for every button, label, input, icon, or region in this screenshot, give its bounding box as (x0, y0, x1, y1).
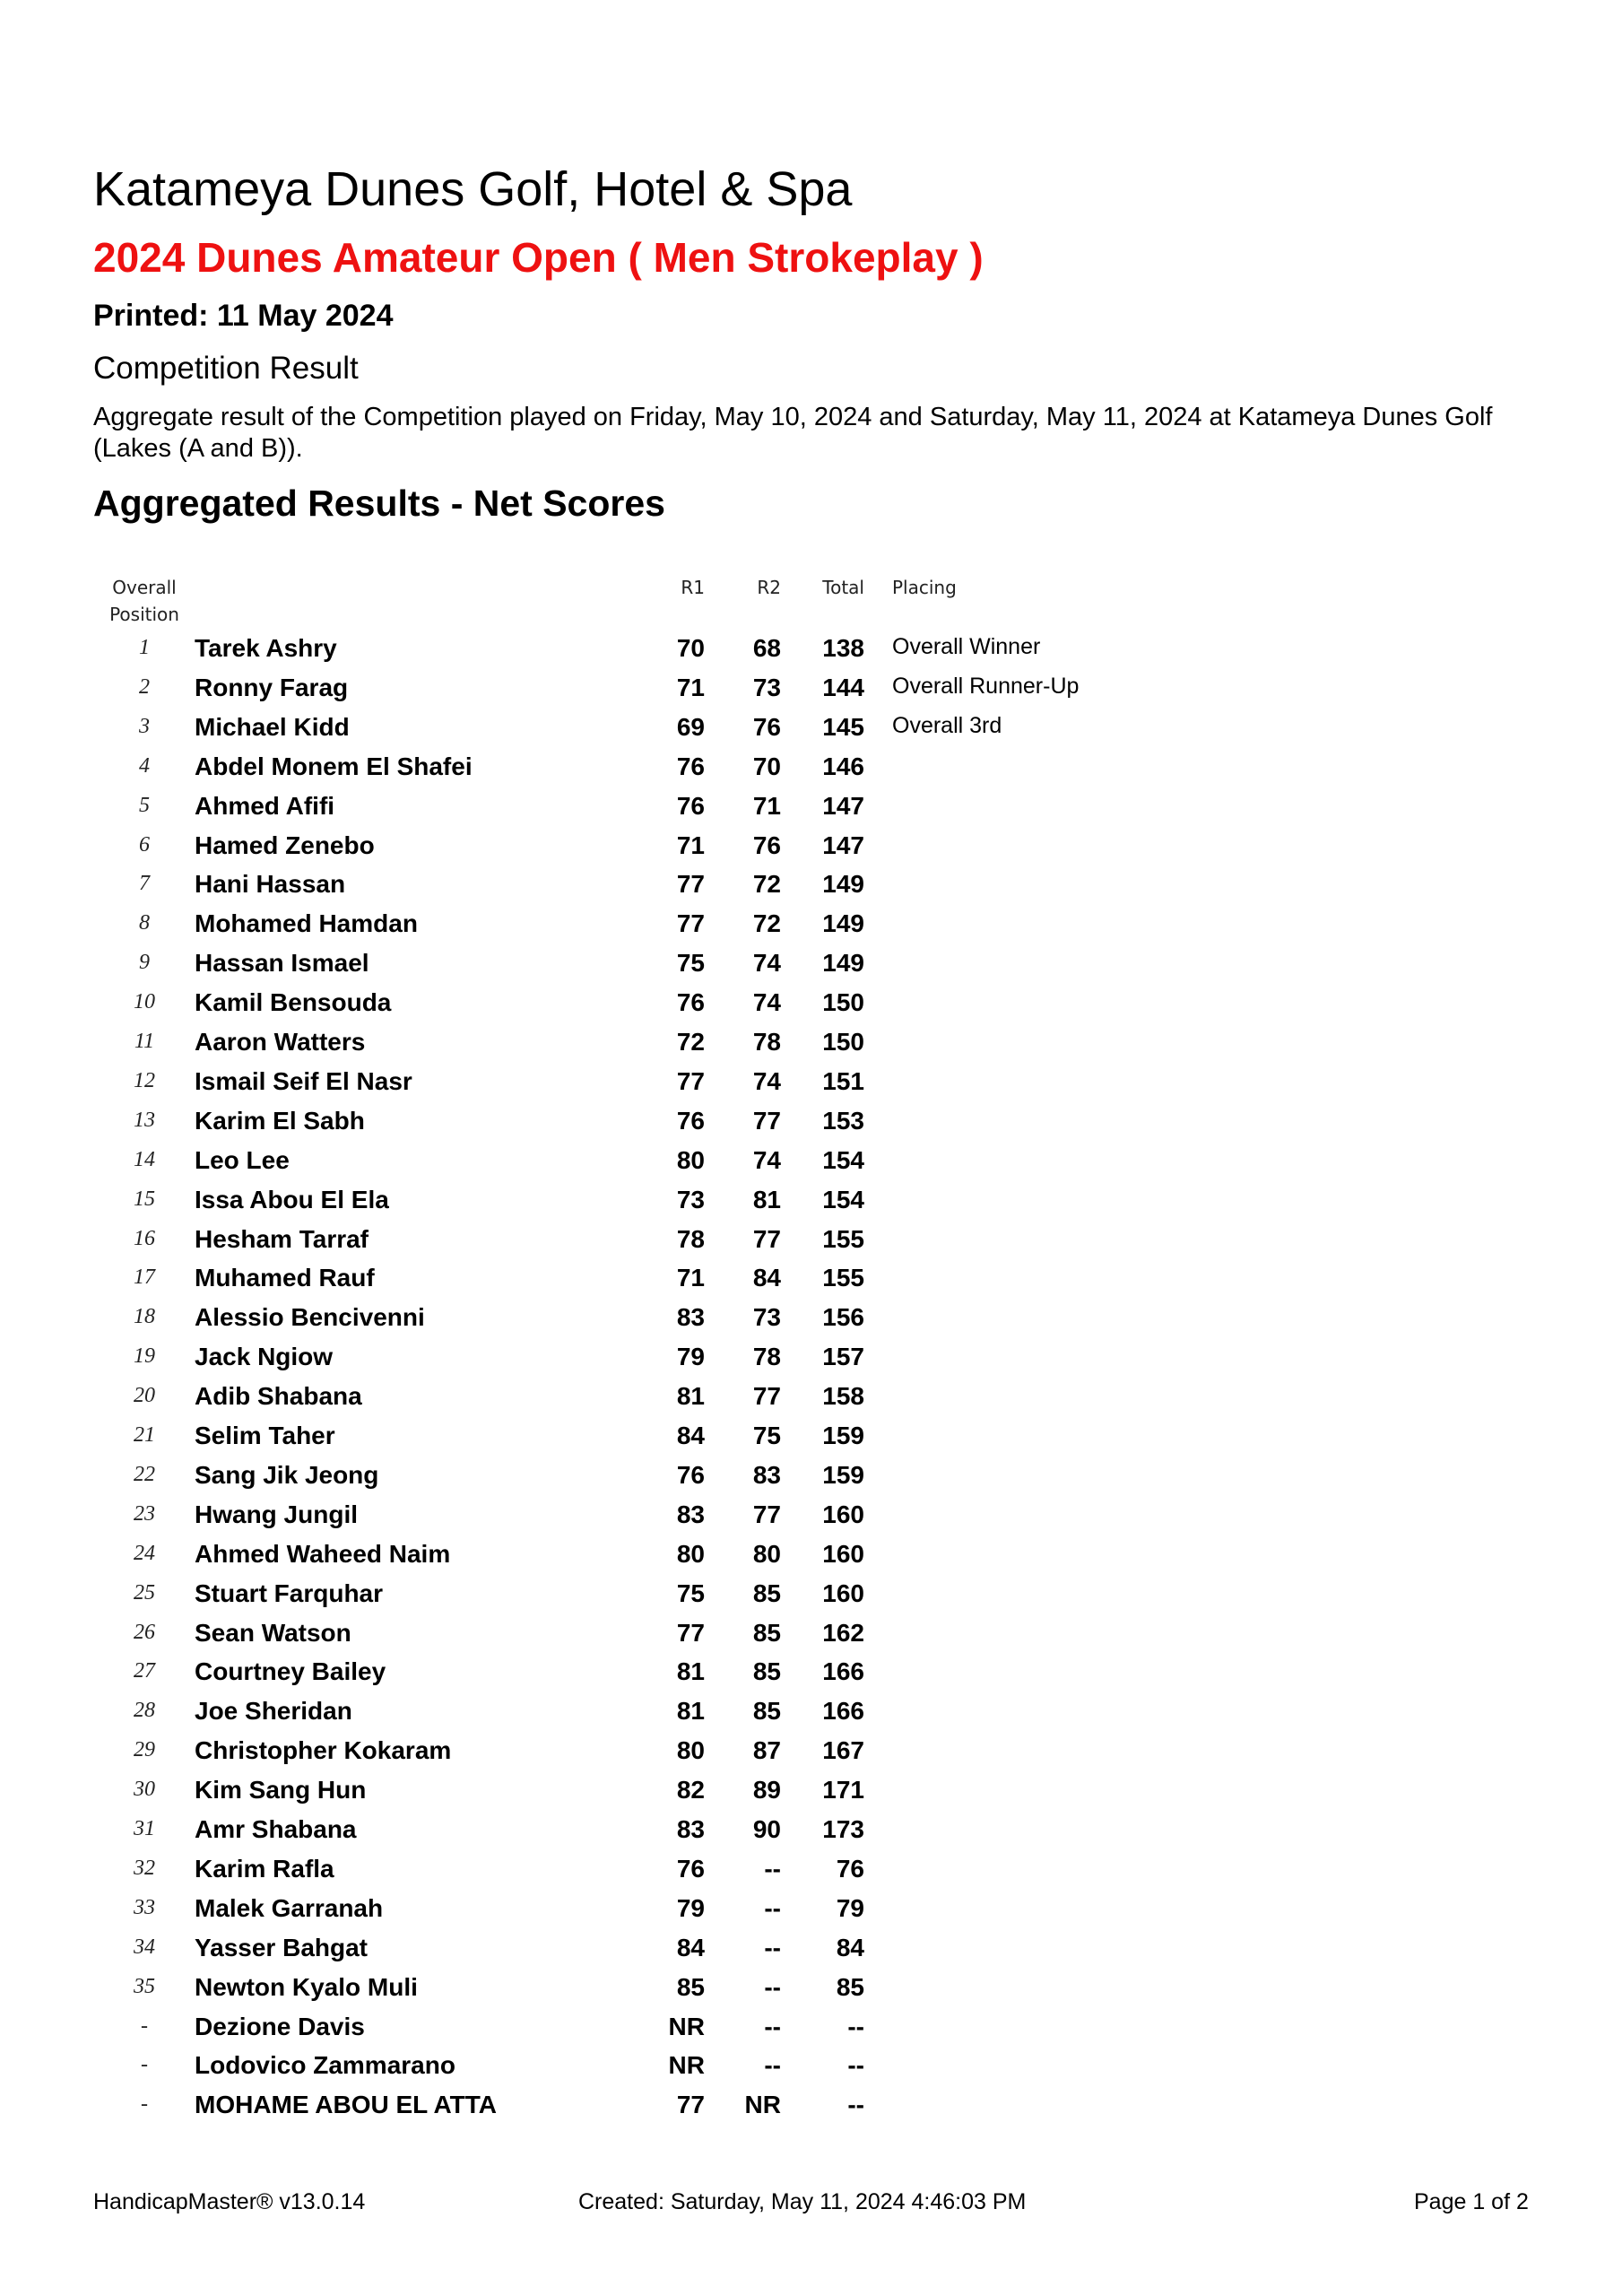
table-row (0, 1420, 1622, 1459)
r1-score-cell: 78 (676, 1224, 705, 1253)
position-cell: 17 (134, 1265, 155, 1290)
r2-score-cell: 77 (752, 1224, 781, 1253)
player-name-cell: Muhamed Rauf (195, 1264, 375, 1292)
r2-score-cell: 77 (752, 1500, 781, 1528)
position-cell: 15 (134, 1187, 155, 1211)
r2-score-cell: 76 (752, 712, 781, 741)
r1-score-cell: 79 (676, 1343, 705, 1371)
player-name-cell: Adib Shabana (195, 1382, 362, 1411)
table-row (0, 1853, 1622, 1892)
total-score-cell: 153 (822, 1106, 864, 1135)
table-row (0, 2089, 1622, 2128)
position-cell: 35 (134, 1974, 155, 1998)
r2-score-cell: NR (744, 2091, 781, 2119)
position-cell: 1 (139, 636, 150, 659)
position-cell: 20 (134, 1384, 155, 1408)
table-row (0, 751, 1622, 790)
total-score-cell: 166 (822, 1657, 864, 1686)
position-cell: 21 (134, 1423, 155, 1447)
r2-score-cell: 83 (752, 1460, 781, 1489)
player-name-cell: Kim Sang Hun (195, 1776, 367, 1805)
table-row (0, 1813, 1622, 1853)
r1-score-cell: 80 (676, 1736, 705, 1765)
r1-score-cell: 77 (676, 909, 705, 938)
total-score-cell: 149 (822, 909, 864, 938)
player-name-cell: Ronny Farag (195, 673, 349, 701)
table-row (0, 790, 1622, 830)
total-score-cell: 162 (822, 1618, 864, 1647)
position-cell: 13 (134, 1108, 155, 1132)
r1-score-cell: 84 (676, 1422, 705, 1449)
r2-score-cell: 81 (752, 1185, 781, 1213)
position-cell: 32 (134, 1856, 155, 1880)
r2-score-cell: 74 (752, 1066, 781, 1095)
table-row (0, 672, 1622, 711)
placing-cell: Overall Winner (892, 634, 1041, 659)
r1-score-cell: 80 (676, 1145, 705, 1174)
r1-score-cell: 81 (676, 1697, 705, 1726)
total-score-cell: 85 (836, 1972, 864, 2001)
r2-score-cell: -- (764, 1854, 781, 1883)
player-name-cell: Jack Ngiow (195, 1343, 334, 1371)
section-title: Aggregated Results - Net Scores (93, 483, 665, 524)
player-name-cell: Courtney Bailey (195, 1657, 386, 1686)
total-score-cell: 149 (822, 949, 864, 978)
r1-score-cell: 77 (676, 1066, 705, 1095)
position-cell: 7 (139, 872, 150, 896)
r1-score-cell: 81 (676, 1382, 705, 1411)
total-score-cell: 147 (822, 791, 864, 820)
player-name-cell: Kamil Bensouda (195, 988, 392, 1017)
total-score-cell: 160 (822, 1539, 864, 1568)
total-score-cell: 147 (822, 831, 864, 859)
r1-score-cell: 85 (676, 1972, 705, 2001)
table-row (0, 868, 1622, 908)
player-name-cell: Hani Hassan (195, 870, 346, 899)
r1-score-cell: 82 (676, 1776, 705, 1805)
r2-score-cell: 68 (752, 634, 781, 662)
total-score-cell: -- (847, 2012, 864, 2040)
total-score-cell: 154 (822, 1145, 864, 1174)
total-score-cell: 159 (822, 1422, 864, 1449)
footer-page-number: Page 1 of 2 (1414, 2189, 1529, 2214)
player-name-cell: Karim El Sabh (195, 1106, 365, 1135)
r2-score-cell: 85 (752, 1618, 781, 1647)
position-cell: 29 (134, 1738, 155, 1762)
player-name-cell: Hamed Zenebo (195, 831, 375, 859)
printed-date: Printed: 11 May 2024 (93, 299, 394, 333)
r1-score-cell: 81 (676, 1657, 705, 1686)
position-cell: 33 (134, 1895, 155, 1919)
player-name-cell: Aaron Watters (195, 1028, 366, 1056)
table-row (0, 1184, 1622, 1223)
table-row (0, 2011, 1622, 2050)
table-row (0, 1499, 1622, 1538)
total-score-cell: 84 (836, 1933, 864, 1961)
position-cell: 24 (134, 1541, 155, 1565)
table-row (0, 1105, 1622, 1144)
r2-score-cell: -- (764, 1933, 781, 1961)
r2-score-cell: 71 (752, 791, 781, 820)
player-name-cell: Mohamed Hamdan (195, 909, 418, 938)
column-header-placing: Placing (892, 577, 957, 598)
r1-score-cell: 69 (676, 712, 705, 741)
r1-score-cell: 72 (676, 1028, 705, 1056)
r2-score-cell: 73 (752, 1303, 781, 1332)
position-cell: 30 (134, 1778, 155, 1802)
r2-score-cell: 72 (752, 870, 781, 899)
r1-score-cell: 71 (676, 831, 705, 859)
r1-score-cell: 76 (676, 1854, 705, 1883)
position-cell: 8 (139, 911, 150, 935)
position-cell: 18 (134, 1305, 155, 1329)
position-cell: 14 (134, 1147, 155, 1171)
player-name-cell: Yasser Bahgat (195, 1933, 368, 1961)
position-cell: 4 (139, 753, 150, 778)
position-cell: - (141, 2013, 148, 2038)
player-name-cell: Abdel Monem El Shafei (195, 752, 473, 780)
position-cell: 19 (134, 1344, 155, 1369)
r1-score-cell: 76 (676, 1106, 705, 1135)
table-row (0, 947, 1622, 987)
r2-score-cell: 85 (752, 1657, 781, 1686)
footer-created-date: Created: Saturday, May 11, 2024 4:46:03 PM (578, 2189, 1027, 2214)
r1-score-cell: 77 (676, 2091, 705, 2119)
position-cell: 34 (134, 1935, 155, 1959)
player-name-cell: Ahmed Afifi (195, 791, 335, 820)
r2-score-cell: 90 (752, 1815, 781, 1843)
r1-score-cell: 83 (676, 1303, 705, 1332)
r2-score-cell: 74 (752, 949, 781, 978)
total-score-cell: 167 (822, 1736, 864, 1765)
total-score-cell: 155 (822, 1264, 864, 1292)
player-name-cell: Stuart Farquhar (195, 1578, 384, 1607)
total-score-cell: 150 (822, 1028, 864, 1056)
player-name-cell: Hassan Ismael (195, 949, 369, 978)
footer-app-version: HandicapMaster® v13.0.14 (93, 2189, 366, 2214)
table-row (0, 1262, 1622, 1301)
position-cell: 9 (139, 951, 150, 975)
r1-score-cell: 76 (676, 752, 705, 780)
position-cell: 28 (134, 1699, 155, 1723)
r1-score-cell: 83 (676, 1815, 705, 1843)
player-name-cell: Hesham Tarraf (195, 1224, 369, 1253)
r2-score-cell: 77 (752, 1382, 781, 1411)
player-name-cell: Amr Shabana (195, 1815, 357, 1843)
player-name-cell: Ahmed Waheed Naim (195, 1539, 451, 1568)
position-cell: 6 (139, 832, 150, 857)
total-score-cell: 166 (822, 1697, 864, 1726)
r1-score-cell: 79 (676, 1893, 705, 1922)
player-name-cell: Sang Jik Jeong (195, 1460, 379, 1489)
r2-score-cell: 84 (752, 1264, 781, 1292)
r1-score-cell: 76 (676, 791, 705, 820)
column-header-r1: R1 (681, 577, 705, 598)
total-score-cell: 151 (822, 1066, 864, 1095)
total-score-cell: 158 (822, 1382, 864, 1411)
table-row (0, 1459, 1622, 1499)
player-name-cell: Leo Lee (195, 1145, 290, 1174)
player-name-cell: Newton Kyalo Muli (195, 1972, 418, 2001)
position-cell: 3 (139, 714, 150, 738)
player-name-cell: Ismail Seif El Nasr (195, 1066, 412, 1095)
player-name-cell: Joe Sheridan (195, 1697, 352, 1726)
total-score-cell: 79 (836, 1893, 864, 1922)
r2-score-cell: -- (764, 2012, 781, 2040)
column-header-position (100, 574, 188, 628)
table-row (0, 2049, 1622, 2089)
r2-score-cell: 89 (752, 1776, 781, 1805)
column-header-position-line2: Position (109, 604, 179, 625)
r2-score-cell: 85 (752, 1697, 781, 1726)
placing-cell: Overall Runner-Up (892, 673, 1080, 699)
player-name-cell: Selim Taher (195, 1422, 335, 1449)
table-row (0, 711, 1622, 751)
total-score-cell: 160 (822, 1500, 864, 1528)
position-cell: 31 (134, 1817, 155, 1840)
table-row (0, 1538, 1622, 1578)
r2-score-cell: 73 (752, 673, 781, 701)
position-cell: 10 (134, 990, 155, 1014)
r1-score-cell: 77 (676, 1618, 705, 1647)
r2-score-cell: 80 (752, 1539, 781, 1568)
table-row (0, 830, 1622, 869)
total-score-cell: 160 (822, 1578, 864, 1607)
position-cell: 27 (134, 1659, 155, 1683)
table-row (0, 1774, 1622, 1813)
r2-score-cell: 74 (752, 1145, 781, 1174)
r1-score-cell: 83 (676, 1500, 705, 1528)
table-row (0, 1065, 1622, 1105)
column-header-position-line1: Overall (112, 577, 177, 598)
position-cell: 22 (134, 1462, 155, 1486)
r2-score-cell: 77 (752, 1106, 781, 1135)
r2-score-cell: -- (764, 1972, 781, 2001)
total-score-cell: 173 (822, 1815, 864, 1843)
r2-score-cell: 75 (752, 1422, 781, 1449)
table-row (0, 1578, 1622, 1617)
r1-score-cell: 80 (676, 1539, 705, 1568)
table-row (0, 1932, 1622, 1971)
table-row (0, 632, 1622, 672)
player-name-cell: Lodovico Zammarano (195, 2051, 455, 2080)
position-cell: 2 (139, 674, 150, 699)
competition-description: Aggregate result of the Competition played on Friday, May 10, 2024 and Saturday, May 11, 2024 at Katameya Dunes Golf (Lakes (A and B)). (93, 403, 1493, 463)
total-score-cell: 154 (822, 1185, 864, 1213)
r1-score-cell: 73 (676, 1185, 705, 1213)
table-row (0, 1380, 1622, 1420)
r2-score-cell: 78 (752, 1343, 781, 1371)
r2-score-cell: -- (764, 1893, 781, 1922)
r1-score-cell: 76 (676, 988, 705, 1017)
table-row (0, 908, 1622, 947)
total-score-cell: 157 (822, 1343, 864, 1371)
total-score-cell: 171 (822, 1776, 864, 1805)
player-name-cell: Tarek Ashry (195, 634, 337, 662)
total-score-cell: 76 (836, 1854, 864, 1883)
r2-score-cell: 85 (752, 1578, 781, 1607)
player-name-cell: Sean Watson (195, 1618, 351, 1647)
table-row (0, 1144, 1622, 1184)
r2-score-cell: 72 (752, 909, 781, 938)
competition-result-heading: Competition Result (93, 351, 359, 386)
r1-score-cell: 76 (676, 1460, 705, 1489)
position-cell: 12 (134, 1068, 155, 1092)
total-score-cell: 144 (822, 673, 864, 701)
r2-score-cell: -- (764, 2051, 781, 2080)
r2-score-cell: 76 (752, 831, 781, 859)
table-row (0, 1301, 1622, 1341)
player-name-cell: Dezione Davis (195, 2012, 365, 2040)
competition-title: 2024 Dunes Amateur Open ( Men Strokeplay ) (93, 234, 984, 281)
position-cell: 25 (134, 1580, 155, 1605)
table-row (0, 1971, 1622, 2011)
total-score-cell: 150 (822, 988, 864, 1017)
column-header-r2: R2 (757, 577, 781, 598)
position-cell: 23 (134, 1501, 155, 1526)
table-row (0, 1695, 1622, 1735)
total-score-cell: -- (847, 2091, 864, 2119)
player-name-cell: Malek Garranah (195, 1893, 384, 1922)
table-row (0, 1735, 1622, 1774)
total-score-cell: 156 (822, 1303, 864, 1332)
player-name-cell: Michael Kidd (195, 712, 350, 741)
placing-cell: Overall 3rd (892, 712, 1002, 738)
position-cell: 5 (139, 793, 150, 817)
position-cell: 26 (134, 1620, 155, 1644)
total-score-cell: 149 (822, 870, 864, 899)
total-score-cell: 138 (822, 634, 864, 662)
column-header-total: Total (822, 577, 864, 598)
r1-score-cell: 71 (676, 673, 705, 701)
r1-score-cell: 70 (676, 634, 705, 662)
total-score-cell: 146 (822, 752, 864, 780)
table-row (0, 1341, 1622, 1380)
total-score-cell: 159 (822, 1460, 864, 1489)
table-row (0, 1617, 1622, 1657)
r1-score-cell: 75 (676, 949, 705, 978)
player-name-cell: MOHAME ABOU EL ATTA (195, 2091, 498, 2119)
table-row (0, 1026, 1622, 1065)
table-row (0, 1656, 1622, 1695)
r1-score-cell: NR (668, 2012, 705, 2040)
position-cell: 16 (134, 1226, 155, 1250)
player-name-cell: Hwang Jungil (195, 1500, 358, 1528)
player-name-cell: Karim Rafla (195, 1854, 334, 1883)
venue-title: Katameya Dunes Golf, Hotel & Spa (93, 162, 853, 216)
player-name-cell: Alessio Bencivenni (195, 1303, 425, 1332)
position-cell: 11 (134, 1030, 155, 1053)
table-row (0, 1892, 1622, 1932)
total-score-cell: -- (847, 2051, 864, 2080)
r1-score-cell: 75 (676, 1578, 705, 1607)
r1-score-cell: 71 (676, 1264, 705, 1292)
player-name-cell: Christopher Kokaram (195, 1736, 452, 1765)
position-cell: - (141, 2092, 148, 2117)
total-score-cell: 145 (822, 712, 864, 741)
position-cell: - (141, 2053, 148, 2077)
r1-score-cell: NR (668, 2051, 705, 2080)
table-row (0, 987, 1622, 1026)
player-name-cell: Issa Abou El Ela (195, 1185, 389, 1213)
r2-score-cell: 74 (752, 988, 781, 1017)
r2-score-cell: 87 (752, 1736, 781, 1765)
r1-score-cell: 84 (676, 1933, 705, 1961)
r2-score-cell: 70 (752, 752, 781, 780)
r2-score-cell: 78 (752, 1028, 781, 1056)
r1-score-cell: 77 (676, 870, 705, 899)
total-score-cell: 155 (822, 1224, 864, 1253)
table-row (0, 1223, 1622, 1263)
